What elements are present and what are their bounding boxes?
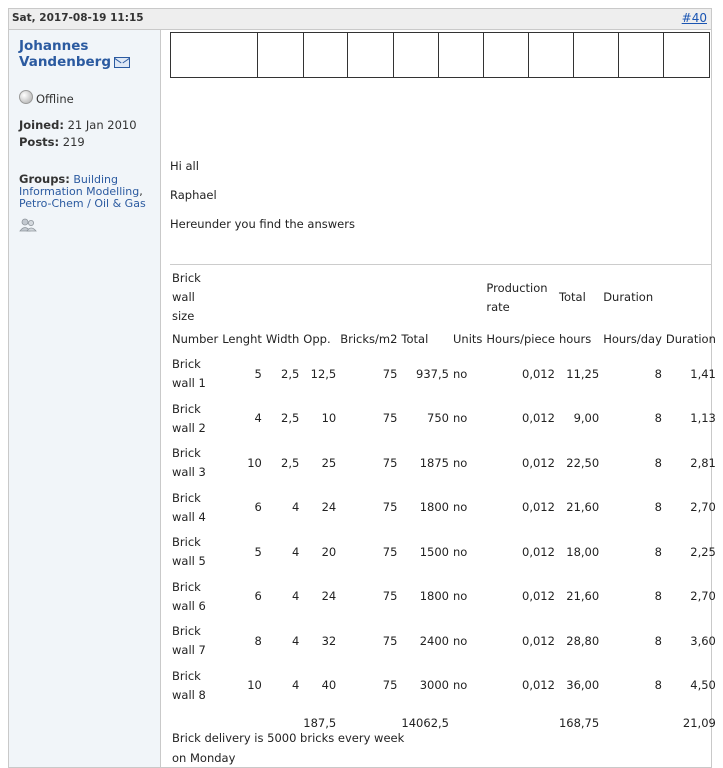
table-cell: 32	[321, 633, 337, 648]
table-cell: 1800	[419, 500, 449, 515]
joined-label: Joined:	[19, 118, 64, 132]
total-cell	[451, 708, 484, 738]
table-cell: 9,00	[573, 411, 600, 426]
table-cell: 2,70	[690, 500, 716, 515]
table-cell: 10	[247, 455, 262, 470]
subheader-cell: Duration	[665, 331, 716, 346]
subheader-cell: Total	[401, 331, 429, 346]
table-cell: 6	[254, 589, 262, 604]
status-text: Offline	[36, 92, 74, 106]
grid-cell	[664, 33, 710, 78]
table-header-row	[170, 269, 718, 326]
table-cell: 8	[654, 411, 662, 426]
table-cell: 0,012	[522, 633, 555, 648]
group-link-bim[interactable]: Building Information Modelling	[19, 173, 140, 198]
table-cell: 12,5	[310, 366, 337, 381]
table-cell: no	[452, 500, 468, 515]
grid-cell	[574, 33, 619, 78]
table-cell: 40	[321, 678, 337, 693]
table-cell: 1500	[419, 544, 449, 559]
table-cell: 4,50	[690, 678, 716, 693]
table-cell: 75	[382, 411, 398, 426]
online-status	[19, 90, 74, 106]
table-cell: 36,00	[566, 678, 600, 693]
header-cell	[338, 269, 399, 326]
author-name-line1[interactable]: Johannes	[19, 38, 89, 54]
footer-line: Brick delivery is 5000 bricks every week	[172, 731, 405, 745]
table-cell: 0,012	[522, 544, 555, 559]
table-cell: 4	[291, 500, 300, 515]
table-cell: 75	[382, 544, 398, 559]
table-cell: Brick wall 3	[172, 446, 206, 480]
joined-value: 21 Jan 2010	[67, 118, 137, 132]
subheader-cell: Width	[265, 331, 300, 346]
table-cell: 75	[382, 366, 398, 381]
post-date: Sat, 2017-08-19 11:15	[12, 12, 144, 24]
table-cell: 28,80	[566, 633, 600, 648]
table-cell: 2,5	[281, 366, 300, 381]
message-intro: Hereunder you find the answers	[170, 217, 355, 231]
header-cell	[264, 269, 301, 326]
subheader-cell: Hours/piece	[486, 331, 555, 346]
table-cell: Brick wall 7	[172, 624, 206, 658]
header-cell: Duration	[603, 290, 654, 304]
table-cell: 25	[321, 455, 337, 470]
table-cell: 8	[654, 589, 662, 604]
table-cell: 2,5	[281, 455, 300, 470]
table-cell: 6	[254, 500, 262, 515]
subheader-cell: Bricks/m2	[340, 331, 398, 346]
table-cell: 8	[254, 633, 262, 648]
total-cell: 21,09	[682, 715, 716, 730]
posts-value: 219	[62, 135, 85, 149]
table-cell: 75	[382, 589, 398, 604]
total-cell: 187,5	[303, 715, 337, 730]
divider	[170, 264, 711, 265]
header-cell	[664, 269, 718, 326]
grid-cell	[394, 33, 439, 78]
post-permalink[interactable]: #40	[681, 11, 707, 25]
greeting: Hi all	[170, 159, 199, 173]
table-cell: 0,012	[522, 455, 555, 470]
table-cell: 0,012	[522, 366, 555, 381]
table-cell: 0,012	[522, 678, 555, 693]
table-cell: 4	[291, 544, 300, 559]
users-icon[interactable]	[19, 218, 37, 232]
table-cell: 3,60	[690, 633, 716, 648]
table-cell: Brick wall 5	[172, 535, 206, 569]
groups-label: Groups:	[19, 172, 70, 186]
table-cell: no	[452, 455, 468, 470]
table-body	[170, 352, 718, 708]
table-cell: 8	[654, 366, 662, 381]
table-cell: 0,012	[522, 589, 555, 604]
table-cell: 937,5	[416, 366, 449, 381]
table-cell: 5	[254, 544, 262, 559]
posts-label: Posts:	[19, 135, 60, 149]
table-cell: 2,25	[690, 544, 716, 559]
grid-cell	[439, 33, 484, 78]
table-cell: 8	[654, 500, 662, 515]
table-row	[170, 530, 718, 575]
subheader-cell: Hours/day	[603, 331, 662, 346]
table-cell: 4	[291, 678, 300, 693]
offline-status-icon	[19, 90, 33, 104]
table-cell: 11,25	[566, 366, 600, 381]
table-cell: no	[452, 366, 468, 381]
table-cell: 24	[321, 500, 337, 515]
table-cell: Brick wall 6	[172, 579, 206, 613]
table-cell: no	[452, 678, 468, 693]
grid-cell	[258, 33, 304, 78]
header-cell: Brick wall size	[172, 271, 201, 323]
groups-info: Groups: Building Information Modelling, Petro-Chem / Oil & Gas	[19, 172, 146, 210]
author-name-line2[interactable]: Vandenberg	[19, 54, 112, 70]
table-cell: 75	[382, 500, 398, 515]
author-sidebar	[9, 30, 161, 767]
table-row	[170, 441, 718, 486]
table-cell: Brick wall 1	[172, 357, 206, 391]
grid-cell	[619, 33, 664, 78]
table-cell: 8	[654, 455, 662, 470]
table-cell: 8	[654, 544, 662, 559]
table-row	[170, 397, 718, 442]
table-row	[170, 575, 718, 620]
table-cell: 10	[247, 678, 262, 693]
table-cell: 0,012	[522, 411, 555, 426]
table-cell: Brick wall 8	[172, 668, 206, 702]
header-cell: Total	[558, 290, 586, 304]
table-cell: 5	[254, 366, 262, 381]
table-cell: 18,00	[566, 544, 600, 559]
total-cell	[484, 708, 557, 738]
mail-icon[interactable]	[114, 57, 130, 68]
table-cell: 20	[321, 544, 337, 559]
forum-post	[8, 8, 716, 768]
total-cell: 14062,5	[401, 715, 449, 730]
table-cell: 2400	[419, 633, 449, 648]
table-cell: 24	[321, 589, 337, 604]
table-cell: 1,41	[690, 366, 716, 381]
header-cell	[220, 269, 264, 326]
author-name[interactable]	[19, 38, 130, 70]
subheader-cell: Opp.	[303, 331, 331, 346]
table-row	[170, 619, 718, 664]
table-cell: 8	[654, 678, 662, 693]
total-cell: 168,75	[558, 715, 600, 730]
table-row	[170, 486, 718, 531]
table-cell: 2,70	[690, 589, 716, 604]
table-cell: 2,81	[690, 455, 716, 470]
table-subheader-row	[170, 326, 718, 352]
table-cell: 4	[291, 589, 300, 604]
grid-cell	[484, 33, 529, 78]
table-cell: 3000	[419, 678, 449, 693]
table-cell: no	[452, 633, 468, 648]
subheader-cell: Number	[172, 331, 219, 346]
subheader-cell: Units	[452, 331, 483, 346]
table-cell: 0,012	[522, 500, 555, 515]
table-cell: Brick wall 4	[172, 490, 206, 524]
table-cell: no	[452, 589, 468, 604]
table-row	[170, 352, 718, 397]
table-cell: 75	[382, 678, 398, 693]
footer-note	[172, 728, 404, 768]
table-row	[170, 664, 718, 709]
table-cell: 1875	[419, 455, 449, 470]
brick-wall-table	[170, 269, 718, 738]
table-cell: Brick wall 2	[172, 401, 206, 435]
grid-cell	[348, 33, 394, 78]
table-cell: 1,13	[690, 411, 716, 426]
table-cell: 8	[654, 633, 662, 648]
table-cell: 75	[382, 455, 398, 470]
table-cell: 10	[321, 411, 337, 426]
total-cell	[601, 708, 664, 738]
table-cell: 1800	[419, 589, 449, 604]
posts-info	[19, 135, 85, 149]
joined-info	[19, 118, 137, 132]
table-cell: 4	[291, 633, 300, 648]
post-content	[161, 30, 716, 767]
grid-cell	[304, 33, 348, 78]
table-cell: 4	[254, 411, 262, 426]
table-cell: 750	[427, 411, 449, 426]
table-cell: 2,5	[281, 411, 300, 426]
header-cell: Production rate	[486, 280, 548, 314]
subheader-cell: hours	[558, 331, 592, 346]
table-cell: no	[452, 411, 468, 426]
table-cell: 75	[382, 633, 398, 648]
header-cell	[301, 269, 338, 326]
subheader-cell: Lenght	[222, 331, 262, 346]
post-header	[9, 9, 711, 30]
table-cell: no	[452, 544, 468, 559]
signature-name: Raphael	[170, 188, 217, 202]
header-cell	[451, 269, 484, 326]
table-cell: 21,60	[566, 500, 600, 515]
footer-line: on Monday	[172, 751, 236, 765]
table-cell: 22,50	[566, 455, 600, 470]
empty-grid-table	[170, 32, 710, 78]
grid-cell	[171, 33, 258, 78]
header-cell	[399, 269, 451, 326]
group-link-petrochem[interactable]: Petro-Chem / Oil & Gas	[19, 197, 146, 210]
table-cell: 21,60	[566, 589, 600, 604]
grid-cell	[529, 33, 574, 78]
